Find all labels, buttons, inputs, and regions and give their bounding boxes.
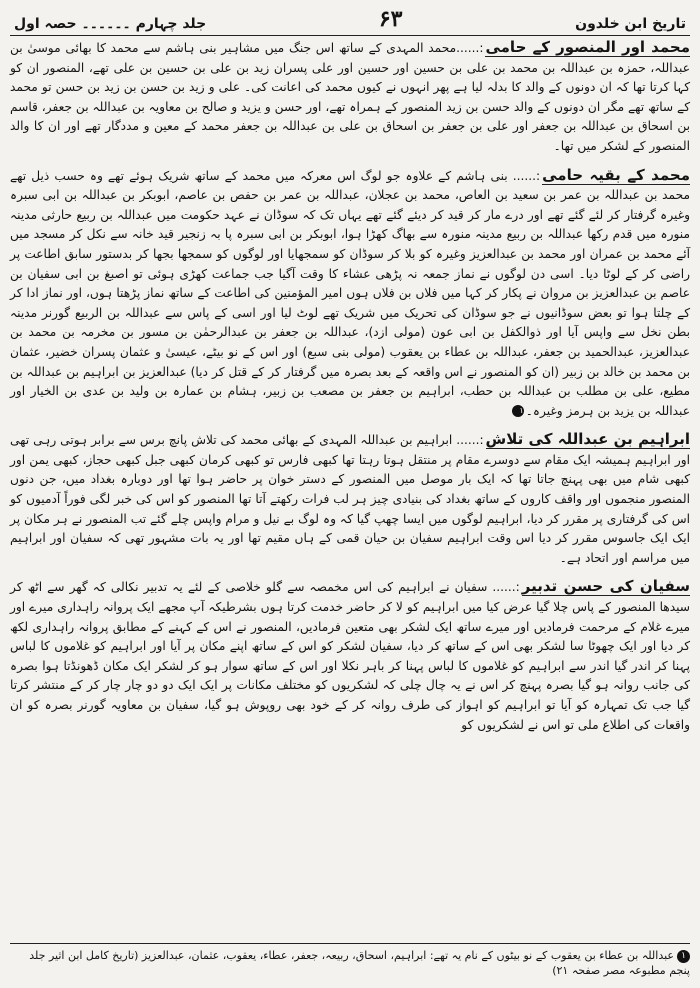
section-heading: سفیان کی حسن تدبیر <box>521 577 690 596</box>
section-text: :...... بنی ہاشم کے علاوہ جو لوگ اس معرکہ میں محمد کے ساتھ شریک ہوئے تھے وہ حسب ذیل تھے محمد بن عبداللہ بن عمر بن سعید بن العاص، محمد بن عجلان، عبداللہ بن عمر بن حفص بن عاصم، ابوبکر بن عبداللہ بن ابی سبرہ وغیرہ گرفتار کر لئے گئے تھے اور درے مار کر قید کر دیئے گئے تھے یہاں تک کہ سوڈان نے عہد حکومت میں عبداللہ بن ربیع حارثی مدینہ منورہ میں قدم رکھا عبداللہ بن ربیع مدینہ منورہ سے بھاگ کھڑا ہوا، ابوبکر بن ابی سبرہ پا بہ زنجیر قید خانہ سے نکل کر مسجد میں آئے محمد بن عمران اور محمد بن عبدالعزیز وغیرہ کو بلا کر سوڈان کو سمجھایا اور لوگوں کو سمجھا بجھا کر بدستور سابق اطاعت پر راضی کر کے لوٹا دیا۔ اسی دن لوگوں نے نماز جمعہ نہ پڑھی عشاء کا وقت آگیا جب جماعت کھڑی ہوئی تو اصبغ بن ابی سفیان بن عاصم بن عبدالعزیز بن مروان نے پکار کر کہا میں فلاں بن فلاں ہوں امیر المؤمنین کی اطاعت کے ساتھ نماز پڑھتا ہوں، اور نماز ادا کر کے چلتا ہوا تو بعض سوڈانیوں نے جو سوڈان کی تحریک میں شریک تھے لوٹ لیا اور اسی کے پاس سے عبداللہ بن الربیع گورنر مدینہ بطن نخل سے واپس آیا اور ذوالکفل بن ابی عون (مولی ازد)، عبداللہ بن جعفر بن عبدالرحمٰن بن مسور بن مخرمہ بن محمد بن عبدالعزیز، عبدالحمید بن جعفر، عبداللہ بن عطاء بن یعقوب (مولی بنی سبع) اور اس کے نو بیٹے، عیسیٰ و عثمان پسران خضیر، عثمان بن محمد بن خالد بن زبیر (ان کو المنصور نے اس واقعہ کے بعد بصرہ میں گرفتار کر کے قتل کر دیا) عبدالعزیز بن ابراہیم بن عبداللہ بن مطیع، علی بن مطلب بن عبداللہ بن حطب، ابراہیم بن جعفر بن مصعب بن زبیر، ہشام بن عمارہ بن ولید بن عدی بن الخیار اور عبداللہ بن یزید بن ہرمز وغیرہ۔ <box>10 168 690 418</box>
footnote-text: عبداللہ بن عطاء بن یعقوب کے نو بیٹوں کے نام یہ تھے: ابراہیم، اسحاق، ربیعہ، جعفر، عطاء، یعقوب، عثمان، عبدالعزیز (تاریخ کامل ابن اثیر جلد پنجم مطبوعہ مصر صفحہ ۲۱) <box>29 949 690 977</box>
section-heading: محمد اور المنصور کے حامی <box>485 38 690 56</box>
volume-label: جلد چہارم ۔۔۔۔۔۔ حصہ اول <box>14 16 207 32</box>
section-heading: ابراہیم بن عبداللہ کی تلاش <box>485 430 690 449</box>
footnote-marker: ۱ <box>512 405 524 417</box>
section-text: :......محمد المہدی کے ساتھ اس جنگ میں مشاہیر بنی ہاشم سے محمد کا بھائی موسیٰ بن عبداللہ، حمزہ بن عبداللہ بن محمد بن علی بن حسین اور حسین اور علی پسران زید بن علی بن حسین بن علی تھے، المنصور ان کو کہا کرتا تھا کہ ان دونوں کے والد کا بدلہ لیا ہے پھر انہوں نے کیوں محمد کی اعانت کی۔ علی و زید بن حسن بن زید بن حسن تو محمد کے ساتھ تھے مگر ان دونوں کے والد حسن بن زید المنصور کے ہمراہ تھے، اور حسن و یزید و صالح بن معاویہ بن عبداللہ بن جعفر، قاسم بن اسحاق بن عبداللہ بن جعفر اور علی بن جعفر بن اسحاق بن علی بن عبداللہ بن جعفر محمد کے معین و مددگار تھے اور ان کا والد المنصور کے لشکر میں تھا۔ <box>10 41 690 153</box>
page-header <box>10 6 690 36</box>
book-title: تاریخ ابن خلدون <box>575 16 686 32</box>
page-number: ۶۳ <box>378 6 403 32</box>
section-paragraph <box>10 577 690 735</box>
page-body <box>10 36 690 735</box>
section-paragraph <box>10 38 690 157</box>
footnote <box>10 943 690 978</box>
section-heading: محمد کے بقیہ حامی <box>542 165 690 184</box>
section-text: :...... ابراہیم بن عبداللہ المہدی کے بھائی محمد کی تلاش پانچ برس سے برابر ہوتی رہی تھی اور ابراہیم ہمیشہ ایک مقام سے دوسرے مقام پر منتقل ہوتا رہتا تھا کبھی فارس تو کبھی کرمان کبھی جبل کبھی حجاز، کبھی یمن اور کبھی شام میں بھی پہنچ جاتا تھا کہ ایک بار موصل میں المنصور کے دستر خوان پر حاضر ہوا تھا اور دوبارہ بغداد میں، جن دنوں المنصور منجموں اور واقف کاروں کے ساتھ بغداد کی بنیادی چیز ہر لب فرات رکھتے آتا تھا المنصور کو اس کی خبر لگی فوراً آدمیوں کو اس کی گرفتاری پر مقرر کر دیا، ابراہیم لوگوں میں ایسا چھپ گیا کہ وہ لوگ بے نیل و مرام واپس چلے گئے تب المنصور نے ہر مکان پر ایک ایک جاسوس مقرر کر دیا اس وقت ابراہیم سفیان بن حیان قمی کے ہاں مقیم تھا اور یہ بات مشہور تھی کہ سفیان اور ابراہیم میں مراسم اور اتحاد ہے۔ <box>10 433 690 565</box>
section-text: :...... سفیان نے ابراہیم کی اس مخمصہ سے گلو خلاصی کے لئے یہ تدبیر نکالی کہ گھر سے اٹھ کر سیدھا المنصور کے پاس چلا گیا عرض کیا میں ابراہیم کو لا کر حاضر خدمت کرتا ہوں بشرطیکہ آپ مجھے ایک پروانہ راہداری میرے اور میرے غلام کے مرحمت فرمادیں اور میرے ساتھ ایک لشکر بھی متعین فرمادیں، المنصور نے اس کے کہنے کے مطابق پروانہ راہداری لکھ کر دیا اور ایک چھوٹا سا لشکر بھی اس کے ساتھ کر دیا، سفیان لشکر کو اس کے ساتھ اپنے مکان پر آیا اور ابراہیم کو غلاموں کا لباس پہنا کر اندر گیا اندر سے ابراہیم کو غلاموں کا لباس پہنا کر باہر نکلا اور اس کے ساتھ سوار ہو کر لشکر ایک مکان ڈھونڈتا ہوا بصرہ کی جانب روانہ ہو گیا بصرہ پہنچ کر اس نے یہ چال چلی کہ لشکریوں کو مختلف مکانات پر ایک ایک دو دو چار چار کر کے منتشر کرتا گیا جب تک تمہارہ کو آیا تو ابراہیم کو اہواز کی طرف روانہ کر کے خود بھی روپوش ہو گیا، سفیان بن معاویہ گورنر بصرہ کو ان واقعات کی اطلاع ملی تو اس نے لشکریوں کو <box>10 580 690 732</box>
footnote-number: ۱ <box>677 950 690 963</box>
section-paragraph <box>10 166 690 422</box>
section-paragraph <box>10 430 690 568</box>
